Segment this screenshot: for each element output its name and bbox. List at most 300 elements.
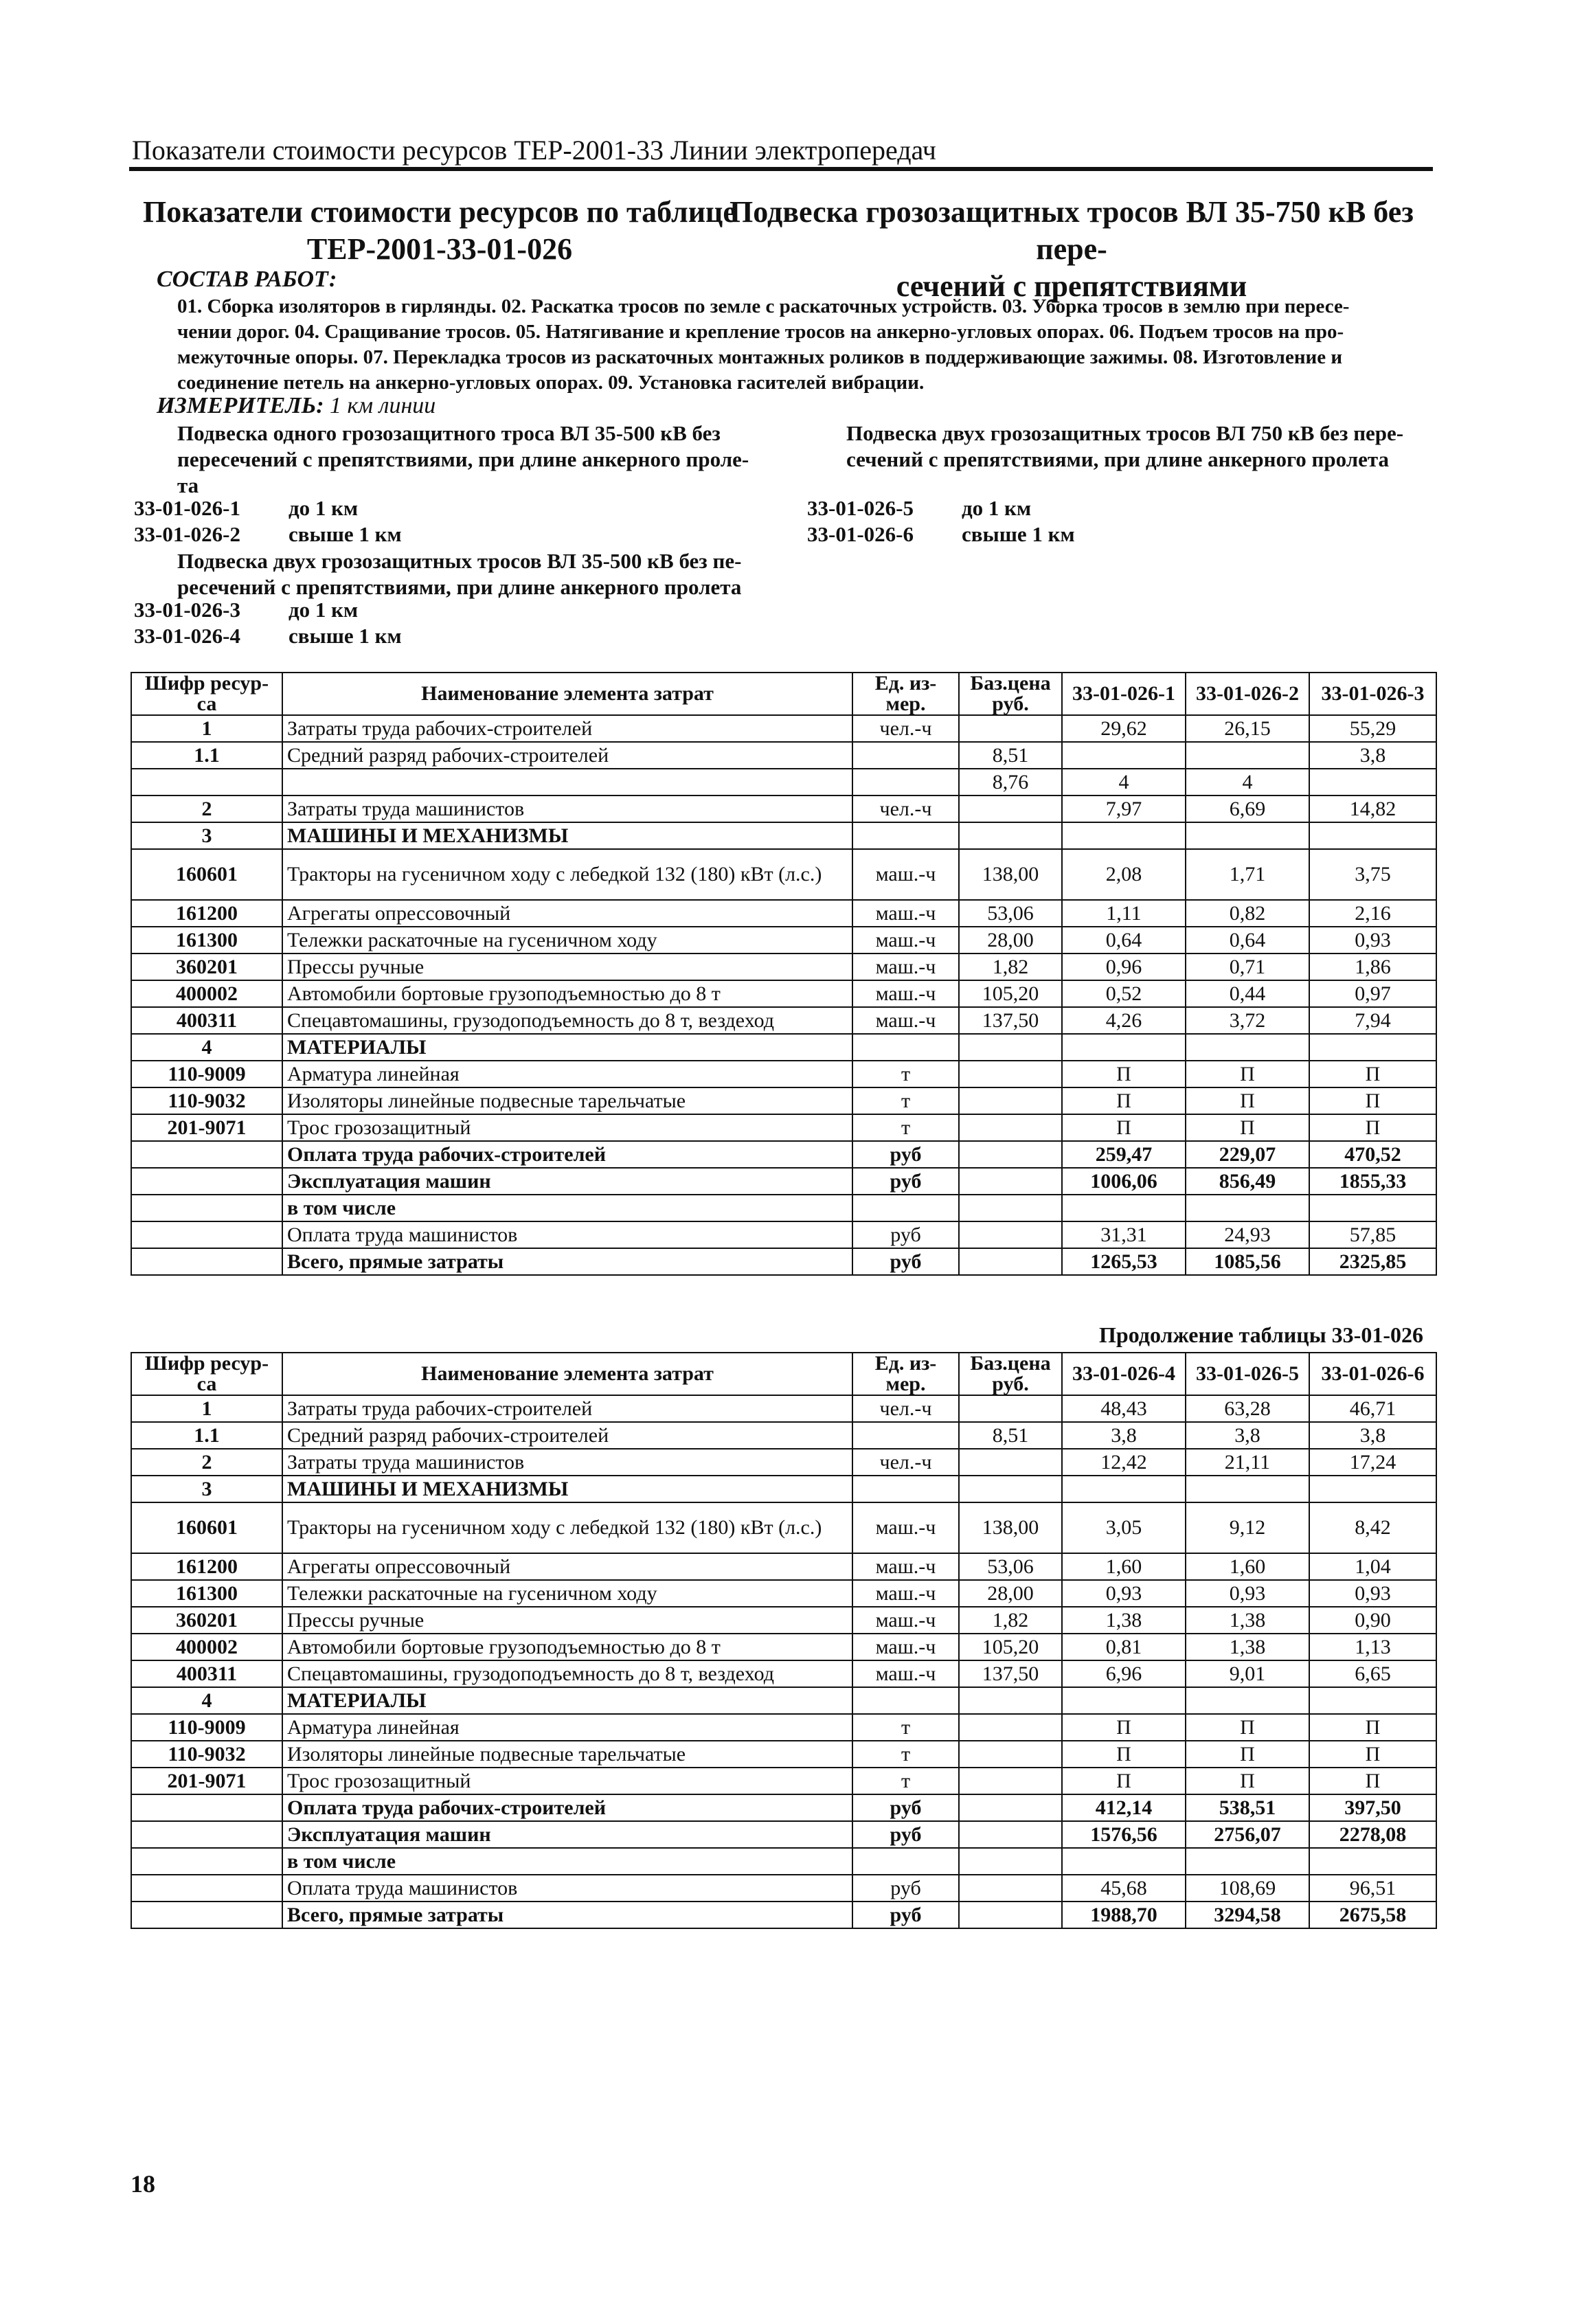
base-price: 138,00: [959, 849, 1062, 900]
value-cell: 24,93: [1186, 1221, 1309, 1248]
resource-code: [131, 769, 282, 796]
code-desc: свыше 1 км: [289, 624, 402, 648]
unit: т: [852, 1741, 959, 1768]
value-cell: П: [1309, 1061, 1436, 1087]
value-cell: [1062, 1195, 1186, 1221]
value-cell: 0,64: [1186, 927, 1309, 954]
composition-text: [177, 294, 1421, 396]
cost-element-name: МАШИНЫ И МЕХАНИЗМЫ: [282, 822, 852, 849]
value-cell: П: [1186, 1061, 1309, 1087]
value-cell: 4: [1186, 769, 1309, 796]
code: 33-01-026-5: [807, 496, 914, 520]
value-cell: 0,90: [1309, 1607, 1436, 1634]
continuation-label: Продолжение таблицы 33-01-026: [1099, 1322, 1423, 1347]
resource-code: 1: [131, 1395, 282, 1422]
base-price: [959, 1034, 1062, 1061]
table-row: [131, 1687, 1436, 1714]
base-price: 8,76: [959, 769, 1062, 796]
cost-element-name: Спецавтомашины, грузодоподъемность до 8 т, вездеход: [282, 1660, 852, 1687]
base-price: 53,06: [959, 900, 1062, 927]
resource-code: 3: [131, 822, 282, 849]
code: 33-01-026-6: [807, 522, 914, 546]
table-row: [131, 1502, 1436, 1553]
composition-line: чении дорог. 04. Сращивание тросов. 05. Натягивание и крепление тросов на анкерно-угловых опорах. 06. Подъем тросов на про-: [177, 321, 1344, 343]
unit: чел.-ч: [852, 1395, 959, 1422]
value-cell: 0,93: [1309, 1580, 1436, 1607]
composition-line: соединение петель на анкерно-угловых опорах. 09. Установка гасителей вибрации.: [177, 372, 925, 394]
table-row: [131, 1422, 1436, 1449]
table-row: [131, 927, 1436, 954]
table-row: [131, 1741, 1436, 1768]
value-cell: 0,52: [1062, 980, 1186, 1007]
summary-name: Оплата труда машинистов: [282, 1875, 852, 1902]
value-cell: П: [1309, 1768, 1436, 1794]
base-price: 1,82: [959, 954, 1062, 980]
unit: [852, 1034, 959, 1061]
unit: руб: [852, 1794, 959, 1821]
unit: чел.-ч: [852, 715, 959, 742]
summary-row: [131, 1875, 1436, 1902]
code-row: [134, 496, 358, 521]
value-cell: 4,26: [1062, 1007, 1186, 1034]
cost-element-name: Затраты труда машинистов: [282, 1449, 852, 1476]
cost-element-name: Агрегаты опрессовочный: [282, 900, 852, 927]
value-cell: 0,97: [1309, 980, 1436, 1007]
unit: маш.-ч: [852, 1660, 959, 1687]
value-cell: 856,49: [1186, 1168, 1309, 1195]
table-row: [131, 1634, 1436, 1660]
value-cell: 0,93: [1186, 1580, 1309, 1607]
base-price: 105,20: [959, 1634, 1062, 1660]
value-cell: 2,08: [1062, 849, 1186, 900]
value-cell: 0,71: [1186, 954, 1309, 980]
resource-code: [131, 1902, 282, 1928]
table-row: [131, 769, 1436, 796]
summary-row: [131, 1794, 1436, 1821]
value-cell: 1,04: [1309, 1553, 1436, 1580]
header-code: Шифр ресур-са: [131, 1353, 282, 1395]
resource-code: 160601: [131, 1502, 282, 1553]
cost-element-name: Трос грозозащитный: [282, 1114, 852, 1141]
composition-label: СОСТАВ РАБОТ:: [157, 267, 337, 292]
value-cell: 6,65: [1309, 1660, 1436, 1687]
unit: маш.-ч: [852, 1502, 959, 1553]
value-cell: 14,82: [1309, 796, 1436, 822]
title-left: [137, 194, 742, 268]
value-cell: 3,8: [1309, 742, 1436, 769]
cost-element-name: Тележки раскаточные на гусеничном ходу: [282, 1580, 852, 1607]
value-cell: 45,68: [1062, 1875, 1186, 1902]
header-code: Шифр ресур-са: [131, 673, 282, 715]
resource-code: 1.1: [131, 1422, 282, 1449]
value-cell: 9,01: [1186, 1660, 1309, 1687]
value-cell: П: [1062, 1061, 1186, 1087]
base-price: 8,51: [959, 1422, 1062, 1449]
value-cell: П: [1062, 1741, 1186, 1768]
code-desc: свыше 1 км: [289, 522, 402, 546]
unit: руб: [852, 1875, 959, 1902]
value-cell: 2278,08: [1309, 1821, 1436, 1848]
base-price: [959, 1141, 1062, 1168]
title-left-line-2: ТЕР-2001-33-01-026: [306, 232, 573, 266]
base-price: [959, 1875, 1062, 1902]
resource-code: [131, 1848, 282, 1875]
value-cell: 8,42: [1309, 1502, 1436, 1553]
unit: т: [852, 1061, 959, 1087]
unit: маш.-ч: [852, 900, 959, 927]
cost-element-name: Прессы ручные: [282, 954, 852, 980]
code: 33-01-026-1: [134, 496, 240, 520]
resource-code: 1: [131, 715, 282, 742]
value-cell: 3,05: [1062, 1502, 1186, 1553]
resource-code: 160601: [131, 849, 282, 900]
table-row: [131, 954, 1436, 980]
value-cell: [1309, 822, 1436, 849]
base-price: 105,20: [959, 980, 1062, 1007]
value-cell: [1062, 822, 1186, 849]
table-row: [131, 1607, 1436, 1634]
value-cell: 1576,56: [1062, 1821, 1186, 1848]
value-cell: П: [1309, 1741, 1436, 1768]
base-price: 1,82: [959, 1607, 1062, 1634]
composition-line: межуточные опоры. 07. Перекладка тросов из раскаточных монтажных роликов в поддерживающие зажимы. 08. Изготовление и: [177, 346, 1343, 368]
base-price: [959, 1902, 1062, 1928]
resource-code: 201-9071: [131, 1114, 282, 1141]
group-1-line: Подвеска одного грозозащитного троса ВЛ 35-500 кВ без: [177, 421, 721, 445]
value-cell: П: [1186, 1714, 1309, 1741]
value-cell: 1855,33: [1309, 1168, 1436, 1195]
unit: маш.-ч: [852, 954, 959, 980]
value-cell: 1988,70: [1062, 1902, 1186, 1928]
value-cell: 96,51: [1309, 1875, 1436, 1902]
value-cell: 0,44: [1186, 980, 1309, 1007]
base-price: [959, 1061, 1062, 1087]
code-desc: свыше 1 км: [962, 522, 1075, 546]
summary-row: [131, 1195, 1436, 1221]
title-left-line-1: Показатели стоимости ресурсов по таблице: [143, 195, 736, 229]
value-cell: [1309, 769, 1436, 796]
value-cell: 229,07: [1186, 1141, 1309, 1168]
summary-name: Оплата труда машинистов: [282, 1221, 852, 1248]
group-1-line: та: [177, 473, 199, 497]
group-2-description: [177, 548, 768, 600]
code: 33-01-026-2: [134, 522, 240, 546]
resource-code: 201-9071: [131, 1768, 282, 1794]
unit: [852, 1848, 959, 1875]
code-row: [807, 496, 1031, 521]
resource-code: 2: [131, 1449, 282, 1476]
value-cell: 3,8: [1062, 1422, 1186, 1449]
unit: руб: [852, 1221, 959, 1248]
value-cell: [1309, 1476, 1436, 1502]
value-cell: 1006,06: [1062, 1168, 1186, 1195]
resource-code: 360201: [131, 954, 282, 980]
base-price: [959, 1476, 1062, 1502]
value-cell: [1309, 1195, 1436, 1221]
header-price: Баз.цена руб.: [959, 1353, 1062, 1395]
table-row: [131, 1660, 1436, 1687]
table-row: [131, 796, 1436, 822]
table-row: [131, 1714, 1436, 1741]
cost-element-name: [282, 769, 852, 796]
value-cell: 0,96: [1062, 954, 1186, 980]
group-2-line: Подвеска двух грозозащитных тросов ВЛ 35-500 кВ без пе-: [177, 549, 742, 573]
table-row: [131, 1034, 1436, 1061]
unit: [852, 1687, 959, 1714]
summary-name: Эксплуатация машин: [282, 1821, 852, 1848]
base-price: [959, 1741, 1062, 1768]
value-cell: П: [1062, 1087, 1186, 1114]
header-col-1: 33-01-026-4: [1062, 1353, 1186, 1395]
value-cell: П: [1309, 1114, 1436, 1141]
unit: [852, 742, 959, 769]
value-cell: 2675,58: [1309, 1902, 1436, 1928]
base-price: [959, 715, 1062, 742]
value-cell: 0,93: [1309, 927, 1436, 954]
unit: маш.-ч: [852, 980, 959, 1007]
header-unit: Ед. из-мер.: [852, 673, 959, 715]
unit: маш.-ч: [852, 1553, 959, 1580]
base-price: [959, 1821, 1062, 1848]
table-row: [131, 1580, 1436, 1607]
resource-code: 4: [131, 1034, 282, 1061]
resource-code: 360201: [131, 1607, 282, 1634]
value-cell: 7,97: [1062, 796, 1186, 822]
table-row: [131, 1449, 1436, 1476]
unit: руб: [852, 1141, 959, 1168]
value-cell: 108,69: [1186, 1875, 1309, 1902]
code-desc: до 1 км: [962, 496, 1032, 520]
resource-code: 110-9009: [131, 1714, 282, 1741]
group-2-line: ресечений с препятствиями, при длине анкерного пролета: [177, 575, 742, 599]
value-cell: 3294,58: [1186, 1902, 1309, 1928]
value-cell: 1085,56: [1186, 1248, 1309, 1275]
summary-row: [131, 1848, 1436, 1875]
summary-name: Оплата труда рабочих-строителей: [282, 1794, 852, 1821]
value-cell: П: [1186, 1087, 1309, 1114]
value-cell: 6,96: [1062, 1660, 1186, 1687]
value-cell: [1186, 1848, 1309, 1875]
group-1-description: [177, 420, 768, 499]
value-cell: П: [1062, 1114, 1186, 1141]
group-3-description: [846, 420, 1437, 473]
table-row: [131, 1087, 1436, 1114]
cost-element-name: Средний разряд рабочих-строителей: [282, 1422, 852, 1449]
value-cell: П: [1186, 1741, 1309, 1768]
header-col-2: 33-01-026-5: [1186, 1353, 1309, 1395]
summary-name: в том числе: [282, 1195, 852, 1221]
value-cell: [1062, 1848, 1186, 1875]
base-price: [959, 1248, 1062, 1275]
summary-row: [131, 1221, 1436, 1248]
unit: маш.-ч: [852, 1007, 959, 1034]
table-row: [131, 742, 1436, 769]
unit: маш.-ч: [852, 927, 959, 954]
cost-element-name: Средний разряд рабочих-строителей: [282, 742, 852, 769]
header-price: Баз.цена руб.: [959, 673, 1062, 715]
code-row: [807, 522, 1075, 547]
table-row: [131, 822, 1436, 849]
table-row: [131, 1061, 1436, 1087]
summary-row: [131, 1248, 1436, 1275]
unit: т: [852, 1087, 959, 1114]
value-cell: П: [1309, 1714, 1436, 1741]
summary-row: [131, 1168, 1436, 1195]
base-price: [959, 1114, 1062, 1141]
value-cell: 1,38: [1186, 1634, 1309, 1660]
value-cell: 470,52: [1309, 1141, 1436, 1168]
value-cell: 3,8: [1309, 1422, 1436, 1449]
cost-element-name: Автомобили бортовые грузоподъемностью до 8 т: [282, 1634, 852, 1660]
meter-label: ИЗМЕРИТЕЛЬ:: [157, 393, 324, 418]
header-rule: [129, 167, 1433, 171]
cost-element-name: Спецавтомашины, грузодоподъемность до 8 т, вездеход: [282, 1007, 852, 1034]
value-cell: 29,62: [1062, 715, 1186, 742]
group-3-line: Подвеска двух грозозащитных тросов ВЛ 750 кВ без пере-: [846, 421, 1404, 445]
base-price: [959, 1195, 1062, 1221]
cost-element-name: Изоляторы линейные подвесные тарельчатые: [282, 1087, 852, 1114]
value-cell: 1,71: [1186, 849, 1309, 900]
value-cell: 0,81: [1062, 1634, 1186, 1660]
unit: руб: [852, 1248, 959, 1275]
title-right-line-2: сечений с препятствиями: [896, 269, 1247, 303]
unit: т: [852, 1768, 959, 1794]
value-cell: 9,12: [1186, 1502, 1309, 1553]
base-price: [959, 1395, 1062, 1422]
unit: руб: [852, 1902, 959, 1928]
header-col-3: 33-01-026-6: [1309, 1353, 1436, 1395]
value-cell: [1186, 1034, 1309, 1061]
group-1-line: пересечений с препятствиями, при длине анкерного проле-: [177, 447, 749, 471]
value-cell: П: [1062, 1714, 1186, 1741]
table-row: [131, 1768, 1436, 1794]
cost-element-name: Трос грозозащитный: [282, 1768, 852, 1794]
unit: [852, 1195, 959, 1221]
table-row: [131, 1476, 1436, 1502]
resource-code: [131, 1794, 282, 1821]
cost-element-name: Арматура линейная: [282, 1061, 852, 1087]
cost-element-name: Тележки раскаточные на гусеничном ходу: [282, 927, 852, 954]
value-cell: 1,11: [1062, 900, 1186, 927]
cost-element-name: Затраты труда машинистов: [282, 796, 852, 822]
value-cell: 31,31: [1062, 1221, 1186, 1248]
code-desc: до 1 км: [289, 496, 359, 520]
value-cell: 0,93: [1062, 1580, 1186, 1607]
value-cell: 1265,53: [1062, 1248, 1186, 1275]
resource-code: [131, 1821, 282, 1848]
unit: маш.-ч: [852, 1580, 959, 1607]
cost-element-name: Тракторы на гусеничном ходу с лебедкой 132 (180) кВт (л.с.): [282, 849, 852, 900]
value-cell: 6,69: [1186, 796, 1309, 822]
code: 33-01-026-3: [134, 598, 240, 622]
header-col-2: 33-01-026-2: [1186, 673, 1309, 715]
base-price: [959, 796, 1062, 822]
value-cell: 63,28: [1186, 1395, 1309, 1422]
resource-code: 110-9032: [131, 1741, 282, 1768]
cost-element-name: Затраты труда рабочих-строителей: [282, 1395, 852, 1422]
code-desc: до 1 км: [289, 598, 359, 622]
value-cell: 55,29: [1309, 715, 1436, 742]
unit: т: [852, 1114, 959, 1141]
value-cell: 3,75: [1309, 849, 1436, 900]
value-cell: 412,14: [1062, 1794, 1186, 1821]
value-cell: 26,15: [1186, 715, 1309, 742]
table-row: [131, 1553, 1436, 1580]
unit: [852, 822, 959, 849]
cost-element-name: Агрегаты опрессовочный: [282, 1553, 852, 1580]
unit: чел.-ч: [852, 1449, 959, 1476]
value-cell: 397,50: [1309, 1794, 1436, 1821]
value-cell: 1,60: [1186, 1553, 1309, 1580]
resource-code: 161200: [131, 1553, 282, 1580]
resource-code: [131, 1141, 282, 1168]
base-price: 137,50: [959, 1007, 1062, 1034]
value-cell: 12,42: [1062, 1449, 1186, 1476]
resource-code: 2: [131, 796, 282, 822]
value-cell: [1186, 1476, 1309, 1502]
value-cell: 3,8: [1186, 1422, 1309, 1449]
value-cell: [1186, 1195, 1309, 1221]
page-number: 18: [131, 2170, 155, 2198]
running-head: Показатели стоимости ресурсов ТЕР-2001-33 Линии электропередач: [132, 135, 936, 166]
code-row: [134, 522, 402, 547]
unit: [852, 769, 959, 796]
summary-row: [131, 1141, 1436, 1168]
value-cell: 1,13: [1309, 1634, 1436, 1660]
base-price: [959, 1221, 1062, 1248]
value-cell: 46,71: [1309, 1395, 1436, 1422]
value-cell: 17,24: [1309, 1449, 1436, 1476]
base-price: 137,50: [959, 1660, 1062, 1687]
summary-name: Всего, прямые затраты: [282, 1902, 852, 1928]
cost-element-name: МАШИНЫ И МЕХАНИЗМЫ: [282, 1476, 852, 1502]
summary-name: Эксплуатация машин: [282, 1168, 852, 1195]
value-cell: [1309, 1687, 1436, 1714]
header-col-3: 33-01-026-3: [1309, 673, 1436, 715]
composition-line: 01. Сборка изоляторов в гирлянды. 02. Раскатка тросов по земле с раскаточных устройств. 03. Уборка тросов в землю при пересе-: [177, 295, 1350, 317]
resource-code: 400002: [131, 980, 282, 1007]
summary-row: [131, 1902, 1436, 1928]
resource-code: 4: [131, 1687, 282, 1714]
value-cell: П: [1186, 1768, 1309, 1794]
title-right-line-1: Подвеска грозозащитных тросов ВЛ 35-750 кВ без пере-: [729, 195, 1414, 266]
value-cell: [1309, 1034, 1436, 1061]
value-cell: 57,85: [1309, 1221, 1436, 1248]
base-price: [959, 1687, 1062, 1714]
base-price: [959, 1087, 1062, 1114]
header-name: Наименование элемента затрат: [282, 673, 852, 715]
resource-code: 400002: [131, 1634, 282, 1660]
cost-element-name: Изоляторы линейные подвесные тарельчатые: [282, 1741, 852, 1768]
base-price: [959, 822, 1062, 849]
summary-name: Всего, прямые затраты: [282, 1248, 852, 1275]
code: 33-01-026-4: [134, 624, 240, 648]
unit: т: [852, 1714, 959, 1741]
base-price: [959, 1449, 1062, 1476]
base-price: 8,51: [959, 742, 1062, 769]
value-cell: П: [1062, 1768, 1186, 1794]
resource-code: [131, 1195, 282, 1221]
code-row: [134, 624, 402, 648]
value-cell: 1,86: [1309, 954, 1436, 980]
resource-code: 1.1: [131, 742, 282, 769]
resource-code: 161200: [131, 900, 282, 927]
unit: руб: [852, 1168, 959, 1195]
resource-code: 161300: [131, 1580, 282, 1607]
resource-code: 110-9032: [131, 1087, 282, 1114]
value-cell: 2325,85: [1309, 1248, 1436, 1275]
header-name: Наименование элемента затрат: [282, 1353, 852, 1395]
